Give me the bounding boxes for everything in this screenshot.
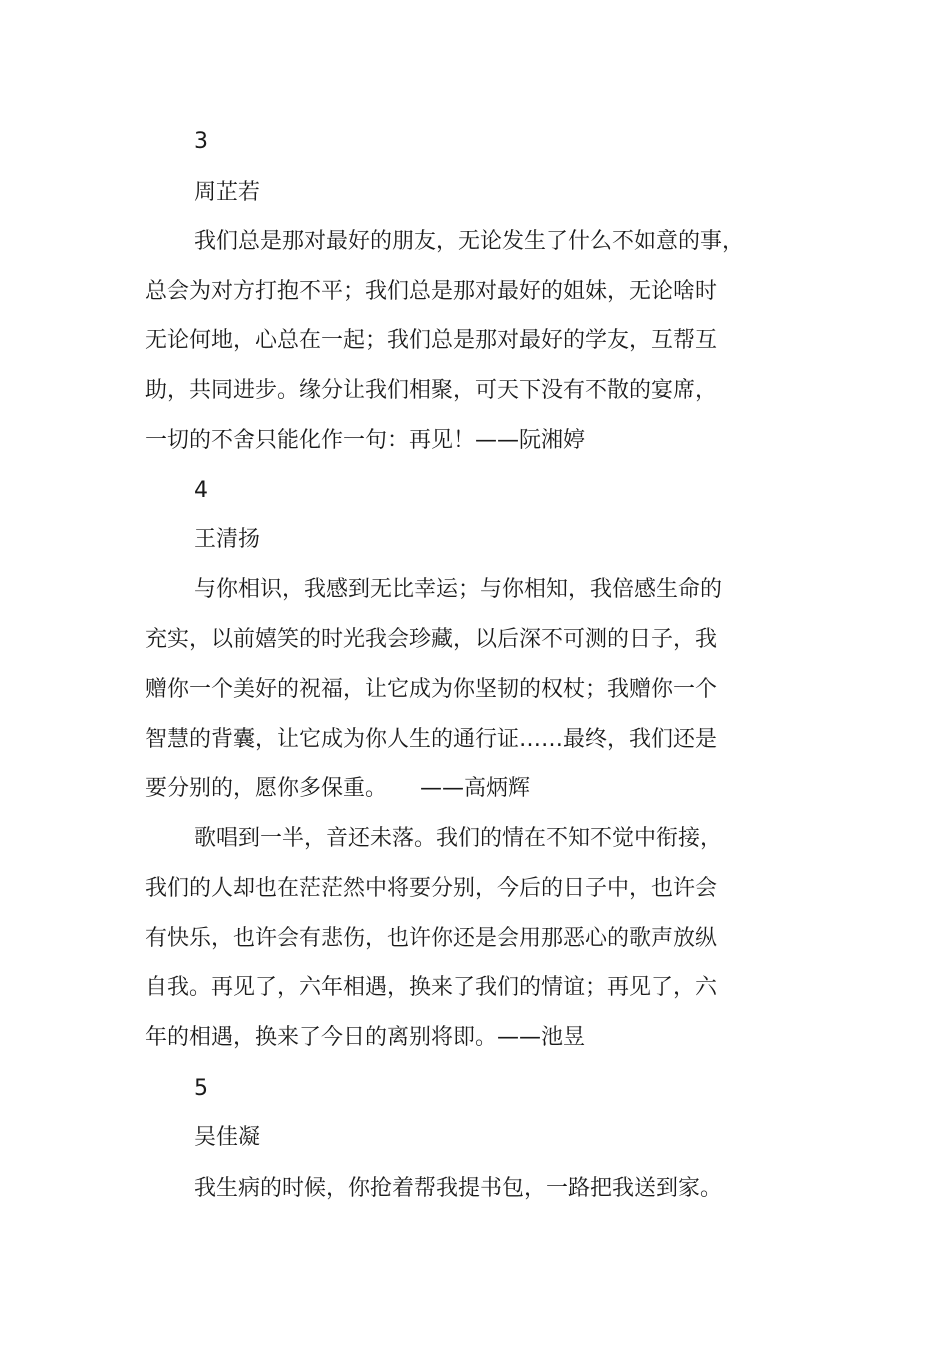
section-name: 周芷若 [194,180,261,205]
paragraph-line: 总会为对方打抱不平；我们总是那对最好的姐妹，无论啥时 [145,279,718,304]
paragraph-line: 有快乐，也许会有悲伤，也许你还是会用那恶心的歌声放纵 [145,926,718,951]
paragraph-line: 智慧的背囊，让它成为你人生的通行证……最终，我们还是 [145,727,718,752]
paragraph-line: 歌唱到一半，音还未落。我们的情在不知不觉中衔接， [194,826,723,851]
paragraph-line: 年的相遇，换来了今日的离别将即。——池昱 [145,1025,586,1050]
paragraph-line: 充实，以前嬉笑的时光我会珍藏，以后深不可测的日子，我 [145,627,718,652]
paragraph-line: 我们总是那对最好的朋友，无论发生了什么不如意的事， [194,229,745,254]
paragraph-line: 我们的人却也在茫茫然中将要分别，今后的日子中，也许会 [145,876,718,901]
section-number: 3 [194,129,208,154]
paragraph-line: 无论何地，心总在一起；我们总是那对最好的学友，互帮互 [145,328,718,353]
section-name: 吴佳凝 [194,1125,261,1150]
section-name: 王清扬 [194,527,261,552]
paragraph-line: 自我。再见了，六年相遇，换来了我们的情谊；再见了，六 [145,975,718,1000]
section-number: 4 [194,478,208,503]
paragraph-line: 赠你一个美好的祝福，让它成为你坚韧的权杖；我赠你一个 [145,677,718,702]
paragraph-line: 我生病的时候，你抢着帮我提书包，一路把我送到家。 [194,1176,723,1201]
paragraph-line: 助，共同进步。缘分让我们相聚，可天下没有不散的宴席， [145,378,718,403]
paragraph-line: 要分别的，愿你多保重。 ——高炳辉 [145,776,531,801]
paragraph-line: 一切的不舍只能化作一句：再见！——阮湘婷 [145,428,586,453]
section-number: 5 [194,1076,208,1101]
paragraph-line: 与你相识，我感到无比幸运；与你相知，我倍感生命的 [194,577,723,602]
